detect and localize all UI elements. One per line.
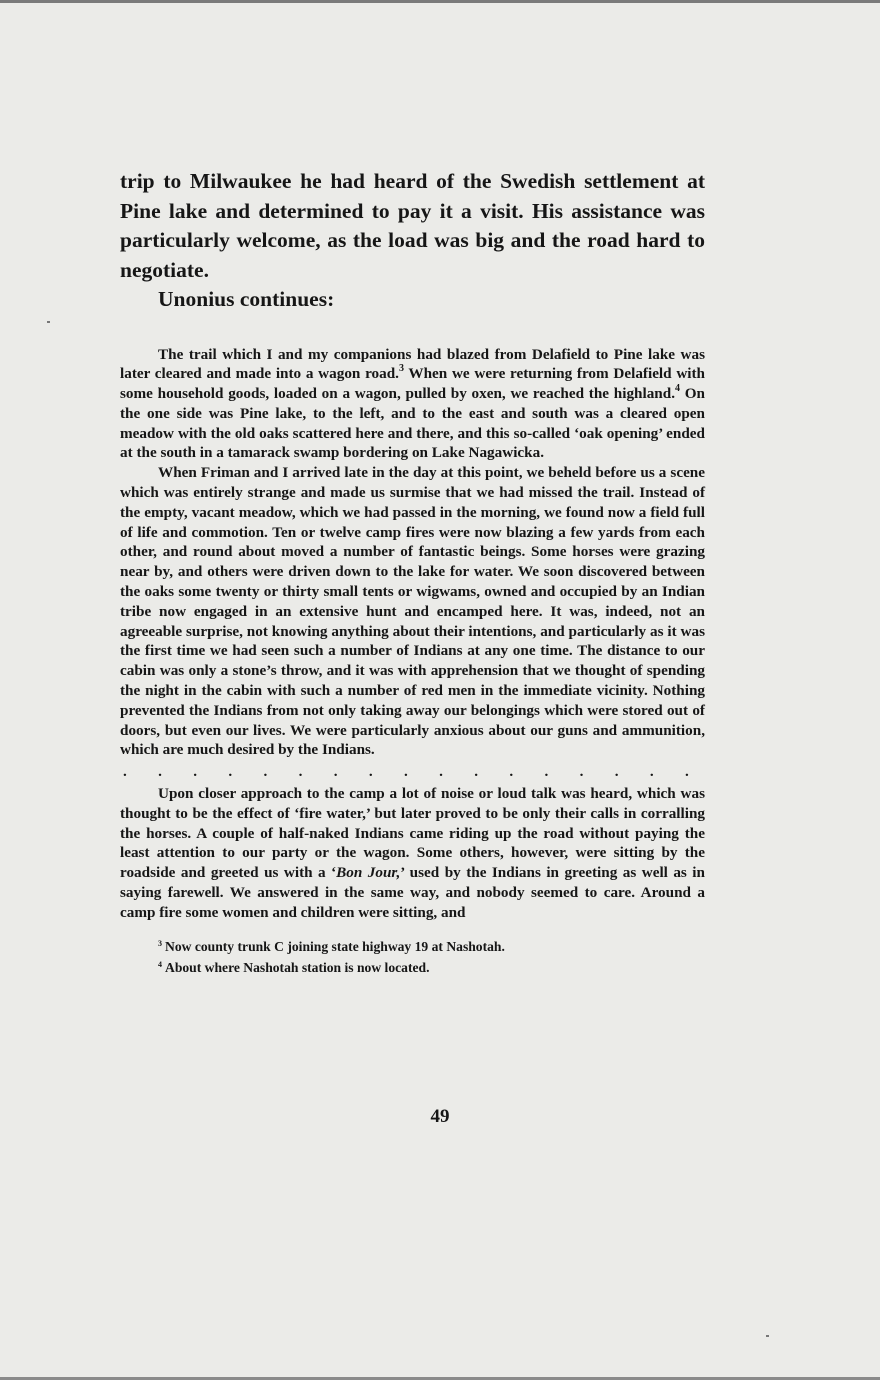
quote-intro: Unonius continues: (158, 287, 335, 311)
block-quote (120, 345, 705, 923)
footnote-ref-3: 3 (398, 363, 404, 375)
footnotes (120, 935, 705, 977)
ellipsis-dot: . (333, 763, 338, 781)
ellipsis-dot: . (298, 763, 303, 781)
ellipsis-dot: . (368, 763, 373, 781)
top-edge-rule (0, 0, 880, 3)
page-number: 49 (430, 1106, 450, 1127)
footnote-4: $^4$ About where Nashotah station is now located. (158, 959, 430, 975)
scan-speck (766, 1335, 769, 1337)
ellipsis-dot: . (263, 763, 268, 781)
ellipsis-dot: . (474, 763, 479, 781)
footnote-3: $^3$ Now county trunk C joining state highway 19 at Nashotah. (158, 938, 505, 954)
lead-text (120, 167, 705, 315)
ellipsis-dot: . (193, 763, 198, 781)
ellipsis-dot: . (439, 763, 443, 781)
ellipsis-dot: . (158, 763, 162, 781)
ellipsis-dot: . (404, 763, 408, 781)
quote-paragraph-2: When Friman and I arrived late in the day at this point, we beheld before us a scene which was entirely strange and made us surmise that we had missed the trail. Instead of the empty, vacant meadow, which we had passed in the morning, we found now a field full of life and commotion. Ten or twelve camp fires were now blazing a few yards from each other, and round about moved a number of fantastic beings. Some horses were grazing near by, and others were driven down to the lake for water. We soon discovered between the oaks some twenty or thirty small tents or wigwams, owned and occupied by an Indian tribe now engaged in an extensive hunt and encamped here. It was, indeed, not an agreeable surprise, not knowing anything about their intentions, and particularly as it was the first time we had seen such a number of Indians at any one time. The distance to our cabin was only a stone’s throw, and it was with apprehension that we thought of spending the night in the cabin with such a number of red men in the immediate vicinity. Nothing prevented the Indians from not only taking away our belongings which were stored out of doors, but even our lives. We were particularly anxious about our guns and ammunition, which are much desired by the Indians. (120, 464, 705, 759)
lead-paragraph: trip to Milwaukee he had heard of the Swedish settlement at Pine lake and determined to pay it a visit. His assistance was particularly welcome, as the load was big and the road hard to negotiate. (120, 169, 705, 282)
footnote-ref-4: 4 (675, 383, 680, 395)
ellipsis-dot: . (509, 763, 514, 781)
ellipsis-row (123, 762, 689, 782)
quote-paragraph-1: The trail which I and my companions had blazed from Delafield to Pine lake was later cleared and made into a wagon road.$^3$ When we were returning from Delafield with some household goods, loaded on a wagon, pulled by oxen, we reached the highland.$^4$ On the one side was Pine lake, to the left, and to the east and south was a cleared open meadow with the old oaks scattered here and there, and this so-called ‘oak opening’ ended at the south in a tamarack swamp bordering on Lake Nagawicka. (120, 345, 706, 462)
ellipsis-dot: . (123, 763, 127, 781)
ellipsis-dot: . (649, 763, 654, 781)
ellipsis-dot: . (614, 763, 619, 781)
ellipsis-dot: . (579, 763, 584, 781)
ellipsis-dot: . (544, 763, 549, 781)
ellipsis-dot: . (228, 763, 233, 781)
scan-speck (47, 321, 50, 323)
text-column (120, 167, 705, 977)
quote-paragraph-3: Upon closer approach to the camp a lot of noise or loud talk was heard, which was thought to be the effect of ‘fire water,’ but later proved to be only their calls in corralling the horses. A couple of half-naked Indians came riding up the road without paying the least attention to our party or the wagon. Some others, however, were sitting by the roadside and greeted us with a ‘Bon Jour,’ used by the Indians in greeting as well as in saying farewell. We answered in the same way, and nobody seemed to care. Around a camp fire some women and children were sitting, and (120, 785, 705, 921)
ellipsis-dot: . (685, 763, 689, 781)
